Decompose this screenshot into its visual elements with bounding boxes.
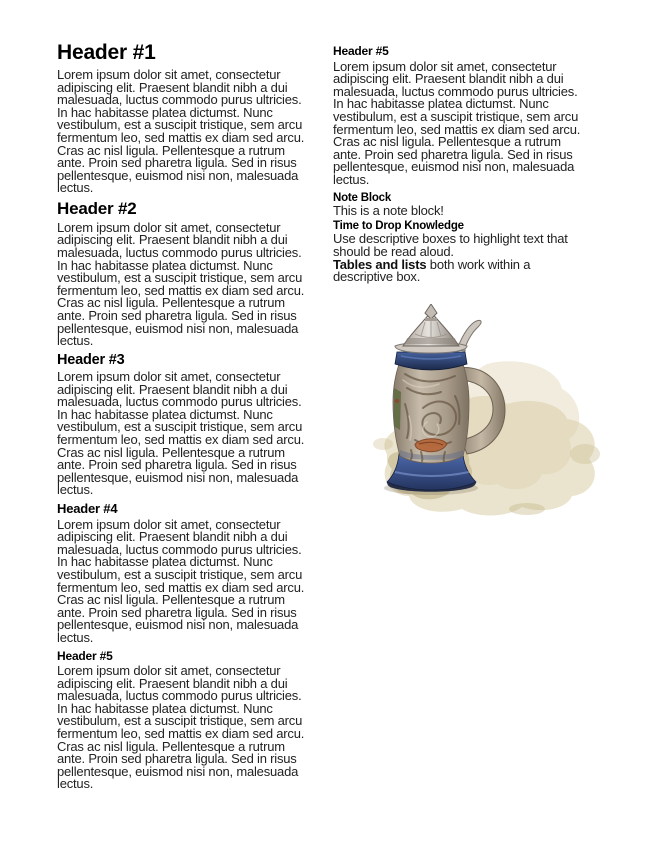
paragraph: Lorem ipsum dolor sit amet, consectetur adipiscing elit. Praesent blandit nibh a dui malesuada, luctus commodo purus ultricies. In hac habitasse platea dictumst. Nunc vestibulum, est a suscipit tristique, sem arcu fermentum leo, sed mattis ex diam sed arcu. Cras ac nisl ligula. Pellentesque a rutrum ante. Proin sed pharetra ligula. Sed in risus pellentesque, euismod nisi non, malesuada lectus. <box>57 219 305 349</box>
header-5-left: Header #5 <box>57 648 113 663</box>
beer-stein-watercolor-icon <box>357 304 617 524</box>
tables-and-lists-bold: Tables and lists <box>333 256 427 272</box>
right-column <box>333 42 591 796</box>
knowledge-text: Use descriptive boxes to highlight text that should be read aloud. <box>333 231 568 259</box>
left-column <box>57 42 310 796</box>
tables-and-lists-line <box>333 256 591 285</box>
paragraph: Lorem ipsum dolor sit amet, consectetur adipiscing elit. Praesent blandit nibh a dui malesuada, luctus commodo purus ultricies. In hac habitasse platea dictumst. Nunc vestibulum, est a suscipit tristique, sem arcu fermentum leo, sed mattis ex diam sed arcu. Cras ac nisl ligula. Pellentesque a rutrum ante. Proin sed pharetra ligula. Sed in risus pellentesque, euismod nisi non, malesuada lectus. <box>333 58 581 187</box>
note-block-heading: Note Block <box>333 191 392 204</box>
paragraph: Lorem ipsum dolor sit amet, consectetur adipiscing elit. Praesent blandit nibh a dui malesuada, luctus commodo purus ultricies. In hac habitasse platea dictumst. Nunc vestibulum, est a suscipit tristique, sem arcu fermentum leo, sed mattis ex diam sed arcu. Cras ac nisl ligula. Pellentesque a rutrum ante. Proin sed pharetra ligula. Sed in risus pellentesque, euismod nisi non, malesuada lectus. <box>57 663 305 792</box>
header-5-right: Header #5 <box>333 44 389 58</box>
tables-and-lists-rest: both work within a descriptive box. <box>333 256 531 285</box>
paragraph: Lorem ipsum dolor sit amet, consectetur adipiscing elit. Praesent blandit nibh a dui malesuada, luctus commodo purus ultricies. In hac habitasse platea dictumst. Nunc vestibulum, est a suscipit tristique, sem arcu fermentum leo, sed mattis ex diam sed arcu. Cras ac nisl ligula. Pellentesque a rutrum ante. Proin sed pharetra ligula. Sed in risus pellentesque, euismod nisi non, malesuada lectus. <box>57 516 305 645</box>
header-4: Header #4 <box>57 500 118 516</box>
header-2: Header #2 <box>57 198 137 218</box>
header-3: Header #3 <box>57 351 125 368</box>
header-1: Header #1 <box>57 41 156 64</box>
paragraph: Lorem ipsum dolor sit amet, consectetur adipiscing elit. Praesent blandit nibh a dui malesuada, luctus commodo purus ultricies. In hac habitasse platea dictumst. Nunc vestibulum, est a suscipit tristique, sem arcu fermentum leo, sed mattis ex diam sed arcu. Cras ac nisl ligula. Pellentesque a rutrum ante. Proin sed pharetra ligula. Sed in risus pellentesque, euismod nisi non, malesuada lectus. <box>57 368 305 498</box>
note-block-text: This is a note block! <box>333 203 444 219</box>
paragraph: Lorem ipsum dolor sit amet, consectetur adipiscing elit. Praesent blandit nibh a dui malesuada, luctus commodo purus ultricies. In hac habitasse platea dictumst. Nunc vestibulum, est a suscipit tristique, sem arcu fermentum leo, sed mattis ex diam sed arcu. Cras ac nisl ligula. Pellentesque a rutrum ante. Proin sed pharetra ligula. Sed in risus pellentesque, euismod nisi non, malesuada lectus. <box>57 67 305 196</box>
knowledge-heading: Time to Drop Knowledge <box>333 219 464 232</box>
beer-stein-illustration <box>357 304 617 524</box>
